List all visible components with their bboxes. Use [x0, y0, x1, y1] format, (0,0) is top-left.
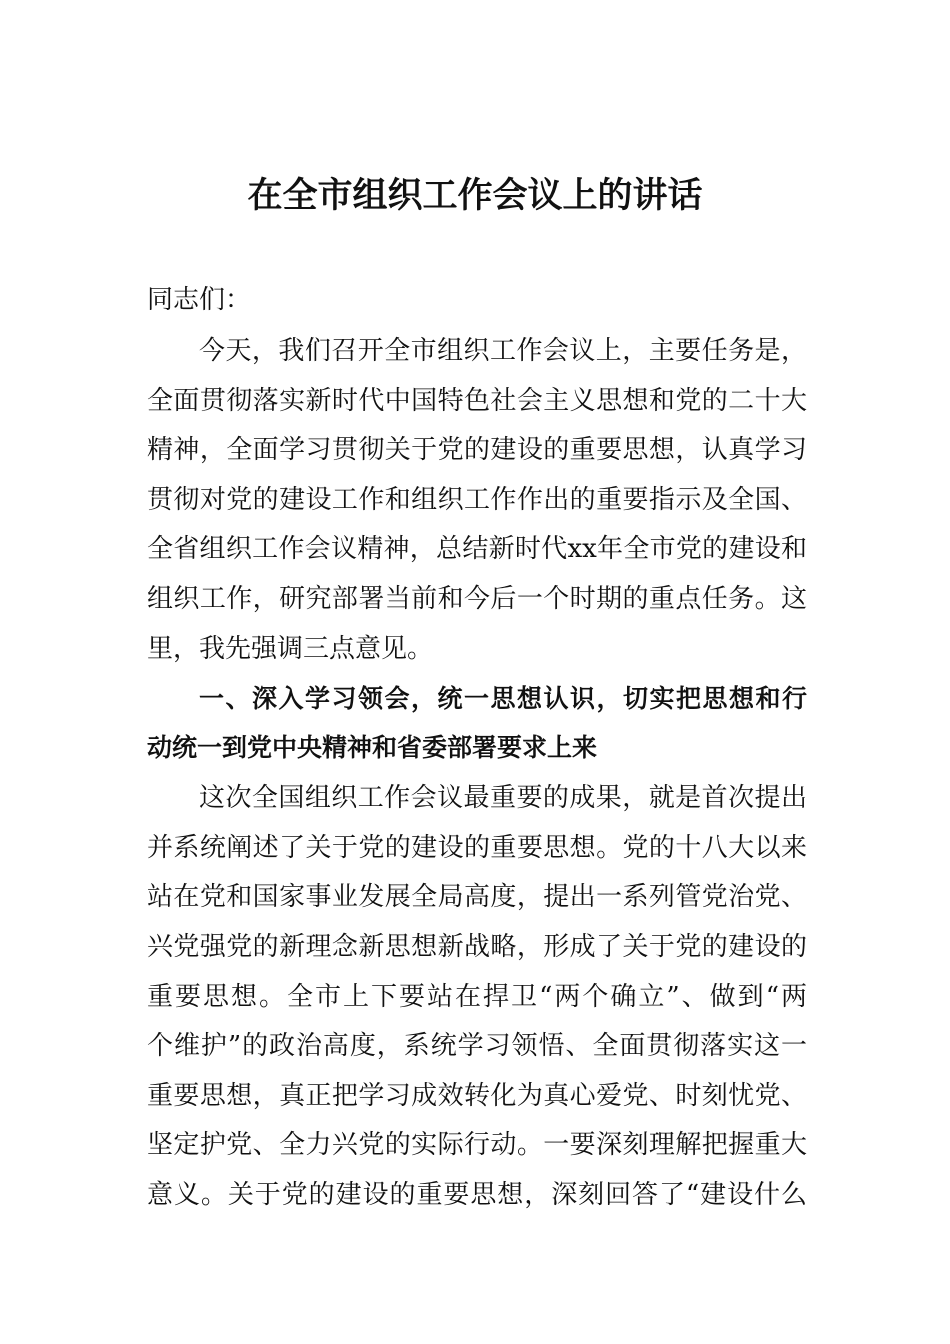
paragraph-1-line-7: 里，我先强调三点意见。	[147, 634, 434, 664]
paragraph-1-line-5: 全省组织工作会议精神，总结新时代xx年全市党的建设和	[147, 534, 807, 564]
paragraph-1-line-3: 精神，全面学习贯彻关于党的建设的重要思想，认真学习	[147, 435, 807, 465]
paragraph-1-line-6: 组织工作，研究部署当前和今后一个时期的重点任务。这	[147, 584, 807, 614]
paragraph-2-line-8: 坚定护党、全力兴党的实际行动。一要深刻理解把握重大	[147, 1130, 807, 1160]
salutation: 同志们：	[147, 285, 252, 315]
paragraph-2-line-5: 重要思想。全市上下要站在捍卫“两个确立”、做到“两	[147, 982, 807, 1012]
paragraph-1-line-1: 今天，我们召开全市组织工作会议上，主要任务是，	[199, 336, 807, 366]
paragraph-2-line-9: 意义。关于党的建设的重要思想，深刻回答了“建设什么	[147, 1180, 807, 1210]
paragraph-2-line-4: 兴党强党的新理念新思想新战略，形成了关于党的建设的	[147, 932, 807, 962]
document-title: 在全市组织工作会议上的讲话	[247, 175, 703, 216]
paragraph-2-line-6: 个维护”的政治高度，系统学习领悟、全面贯彻落实这一	[147, 1031, 807, 1061]
paragraph-2-line-1: 这次全国组织工作会议最重要的成果，就是首次提出	[199, 783, 807, 813]
paragraph-2-line-7: 重要思想，真正把学习成效转化为真心爱党、时刻忧党、	[147, 1081, 807, 1111]
section-heading-line-2: 动统一到党中央精神和省委部署要求上来	[147, 733, 598, 762]
paragraph-1-line-4: 贯彻对党的建设工作和组织工作作出的重要指示及全国、	[147, 485, 807, 515]
paragraph-1-line-2: 全面贯彻落实新时代中国特色社会主义思想和党的二十大	[147, 386, 807, 416]
section-heading-line-1: 一、深入学习领会，统一思想认识，切实把思想和行	[199, 684, 807, 713]
paragraph-2-line-2: 并系统阐述了关于党的建设的重要思想。党的十八大以来	[147, 833, 807, 863]
paragraph-2-line-3: 站在党和国家事业发展全局高度，提出一系列管党治党、	[147, 882, 807, 912]
